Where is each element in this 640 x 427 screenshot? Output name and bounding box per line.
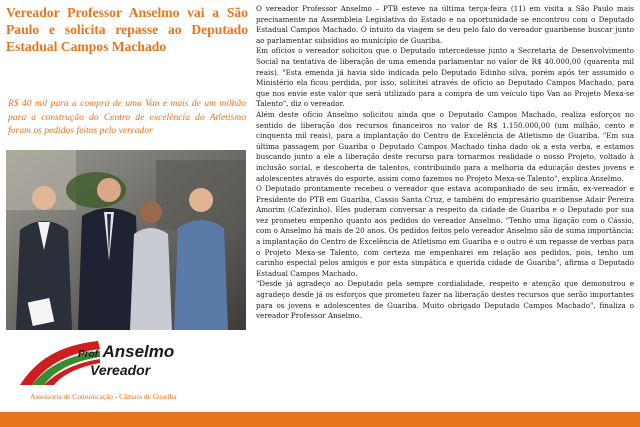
article-body <box>256 4 634 410</box>
photo-illustration <box>6 150 246 330</box>
article-paragraph: Além deste ofício Anselmo solicitou ainda que o Deputado Campos Machado, realiza esforços no sentido de liberação dos recursos financeiros no valor de R$ 1.150.000,00 (um milhão, cento e cinquenta mil reais), para a implantação do Centro de Excelência de Atletismo de Guariba. "Em sua última passagem por Guariba o Deputado Campos Machado tinha dado ok a esta verba, e estamos buscando junto a ele a liberação deste recurso para tornarmos realidade o nosso Projeto, voltado à inclusão social, e descoberta de talentos, contribuindo para a melhoria da educação destes jovens e adolescentes através do esporte, assim como fazemos no Projeto Mexa-se Talento", explica Anselmo. <box>256 109 634 183</box>
subheadline: R$ 40 mil para a compra de uma Van e mais de um milhão para a construção do Centro de excelência do Atletismo foram os pedidos feitos pelo vereador <box>8 98 246 137</box>
article-paragraph: Em ofícios o vereador solicitou que o Deputado intercedesse junto a Secretaria de Desenvolvimento Social na tentativa de liberação de uma emenda parlamentar no valor de R$ 40.000,00 (quarenta mil reais). "Esta emenda já havia sido indicada pelo Deputado Edinho silva, porém após ter assumido o Ministério ela ficou perdida, por isso, solicitei através de ofício ao Deputado Campos Machado, para que nos envie este valor que será utilizado para a compra de um veículo tipo Van ao Projeto Mexa-se Talento", diz o vereador. <box>256 46 634 109</box>
group-photo <box>6 150 246 330</box>
logo-prof: Prof <box>78 349 98 360</box>
article-paragraph: O Deputado prontamente recebeu o vereador que estava acompanhado de seu irmão, ex-vereador e Presidente do PTB em Guariba, Cassio Santa Cruz, e também do empresário guaribense Adair Pereira Amorim (Cafezinho). Eles puderam conversar a respeito da cidade de Guariba e o Deputado por sua vez prometeu empenho quanto aos pedidos do vereador Anselmo. "Tenho uma ligação com o Cássio, com o Anselmo há mais de 20 anos. Os pedidos feitos pelo vereador Anselmo são de suma importância: a implantação do Centro de Excelência de Atletismo em Guariba e o outro é um repasse de verbas para o Projeto Mexa-se Talento, com certeza me empenharei em relação aos pedidos, pois, tenho um carinho especial pelos amigos e por esta simpática e querida cidade de Guariba", afirma o Deputado Estadual Campos Machado. <box>256 184 634 278</box>
headline: Vereador Professor Anselmo vai a São Paulo e solicita repasse ao Deputado Estadual Campos Machado <box>6 5 248 54</box>
logo-name: Anselmo <box>102 342 175 361</box>
logo-role: Vereador <box>90 362 151 378</box>
article-paragraph: O vereador Professor Anselmo – PTB esteve na última terça-feira (11) em visita a São Paulo mais precisamente na Assembleia Legislativa do Estado e na oportunidade se encontrou com o Deputado Estadual Campos Machado. O intuito da viagem se deu pelo falo do vereador guaribense buscar junto ao parlamentar subsídios ao município de Guariba. <box>256 4 634 45</box>
credit-line: Assessoria de Comunicação - Câmara de Guariba <box>30 392 177 401</box>
logo-title <box>78 342 174 362</box>
footer-bar <box>0 412 640 427</box>
article-paragraph: "Desde já agradeço ao Deputado pela sempre cordialidade, respeito e atenção que demonstrou e agradeço desde já os esforços que prometeu fazer na liberação destes recursos que serão importantes para os jovens e adolescentes de Guariba. Muito obrigado Deputado Campos Machado", finaliza o vereador Professor Anselmo. <box>256 279 634 321</box>
